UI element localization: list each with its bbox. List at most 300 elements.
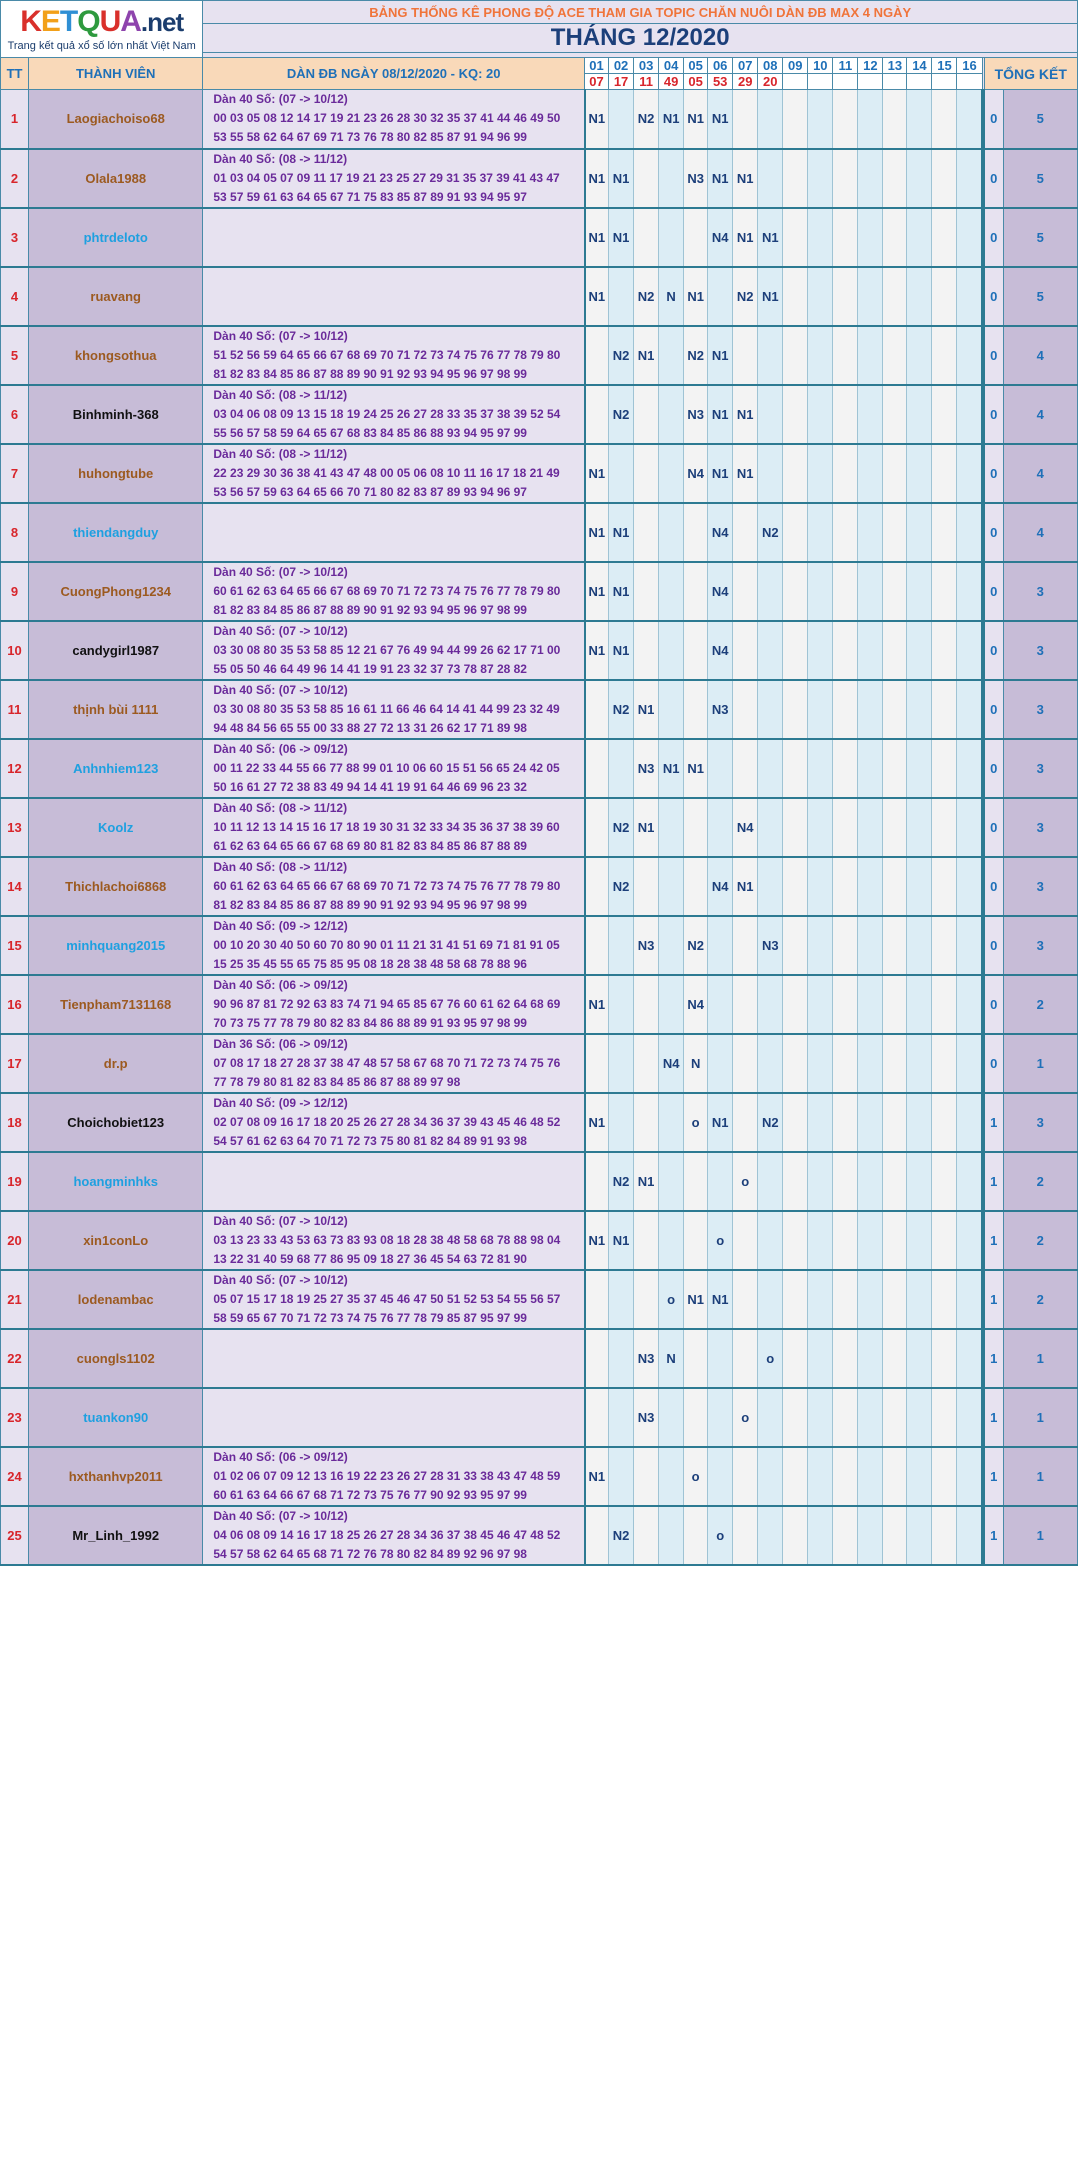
dan-line: 05 07 15 17 18 19 25 27 35 37 45 46 47 50 51 52 53 54 55 56 57 [213,1291,561,1306]
day-cell: N3 [634,739,659,798]
day-cell [957,444,982,503]
day-cell [883,1447,907,1506]
day-cell [659,1388,684,1447]
dan-numbers [203,1270,585,1329]
summary-miss: 0 [984,326,1003,385]
day-header: 15 [932,58,957,74]
summary-total: 3 [1003,916,1077,975]
member-name[interactable]: phtrdeloto [29,208,203,267]
day-cell [758,1034,783,1093]
dan-line: 53 56 57 59 63 64 65 66 70 71 80 82 83 87 89 93 94 96 97 [213,484,527,499]
day-cell: N2 [609,680,634,739]
day-cell [659,149,684,208]
day-cell [659,1506,684,1565]
day-cell [833,1388,858,1447]
day-cell [733,1034,758,1093]
day-cell [808,739,833,798]
day-cell: N1 [634,326,659,385]
day-cell [733,739,758,798]
day-cell [783,267,808,326]
day-cell [758,1447,783,1506]
summary-miss: 1 [984,1211,1003,1270]
day-cell [932,798,957,857]
day-cell: N1 [659,739,684,798]
member-name[interactable]: Binhminh-368 [29,385,203,444]
day-cell [932,1388,957,1447]
row-number: 5 [1,326,29,385]
day-cell [907,208,932,267]
day-cell: N1 [708,1270,733,1329]
dan-title: Dàn 40 Số: (07 -> 10/12) [213,1508,348,1523]
row-number: 6 [1,385,29,444]
day-result: 11 [634,74,659,90]
table-row [1,385,1078,444]
day-cell [758,1270,783,1329]
day-cell [733,1211,758,1270]
day-cell: N1 [634,798,659,857]
day-cell [833,916,858,975]
dan-line: 70 73 75 77 78 79 80 82 83 84 86 88 89 91 93 95 97 98 99 [213,1015,527,1030]
dan-line: 77 78 79 80 81 82 83 84 85 86 87 88 89 97 98 [213,1074,461,1089]
table-row [1,267,1078,326]
summary-miss: 0 [984,916,1003,975]
dan-title: Dàn 40 Số: (07 -> 10/12) [213,623,348,638]
summary-miss: 0 [984,857,1003,916]
day-cell [808,680,833,739]
dan-line: 60 61 62 63 64 65 66 67 68 69 70 71 72 73 74 75 76 77 78 79 80 [213,878,561,893]
summary-total: 3 [1003,562,1077,621]
day-cell [808,1093,833,1152]
day-cell: o [684,1447,708,1506]
summary-miss: 0 [984,267,1003,326]
month-title: THÁNG 12/2020 [203,24,1078,53]
day-cell [783,444,808,503]
dan-title: Dàn 40 Số: (06 -> 09/12) [213,1449,348,1464]
day-cell: N2 [609,798,634,857]
day-cell [758,562,783,621]
day-cell [957,385,982,444]
member-name[interactable]: CuongPhong1234 [29,562,203,621]
day-cell [883,1506,907,1565]
day-cell [659,444,684,503]
day-cell [783,1388,808,1447]
day-cell [808,1329,833,1388]
member-name[interactable]: Olala1988 [29,149,203,208]
day-cell [907,326,932,385]
member-name[interactable]: tuankon90 [29,1388,203,1447]
day-cell [783,1093,808,1152]
day-cell [833,975,858,1034]
row-number: 25 [1,1506,29,1565]
day-cell [858,1211,883,1270]
day-cell [609,1447,634,1506]
day-cell [932,621,957,680]
table-row [1,90,1078,149]
day-cell [883,1093,907,1152]
day-cell [858,267,883,326]
dan-title: Dàn 40 Số: (08 -> 11/12) [213,800,348,815]
day-header: 07 [733,58,758,74]
table-row [1,857,1078,916]
day-cell [659,1093,684,1152]
dan-line: 03 30 08 80 35 53 58 85 12 21 67 76 49 94 44 99 26 62 17 71 00 [213,642,561,657]
member-name[interactable]: hoangminhks [29,1152,203,1211]
day-cell [833,208,858,267]
day-header: 12 [858,58,883,74]
row-number: 22 [1,1329,29,1388]
day-cell [808,1506,833,1565]
day-header: 13 [883,58,907,74]
day-cell: N1 [634,1152,659,1211]
day-cell [708,916,733,975]
day-cell: N [659,267,684,326]
day-header: 16 [957,58,982,74]
day-cell: N2 [684,326,708,385]
day-cell [659,326,684,385]
table-row [1,1211,1078,1270]
summary-total: 3 [1003,739,1077,798]
day-cell: N3 [684,385,708,444]
dan-title: Dàn 40 Số: (08 -> 11/12) [213,446,348,461]
member-name[interactable]: lodenambac [29,1270,203,1329]
member-name[interactable]: cuongls1102 [29,1329,203,1388]
summary-miss: 0 [984,503,1003,562]
summary-miss: 0 [984,621,1003,680]
dan-title: Dàn 40 Số: (08 -> 11/12) [213,387,348,402]
day-cell [659,857,684,916]
dan-line: 94 48 84 56 65 55 00 33 88 27 72 13 31 26 62 17 71 89 98 [213,720,527,735]
row-number: 7 [1,444,29,503]
day-cell [907,975,932,1034]
day-cell [684,1211,708,1270]
row-number: 23 [1,1388,29,1447]
summary-miss: 0 [984,208,1003,267]
dan-line: 00 03 05 08 12 14 17 19 21 23 26 28 30 32 35 37 41 44 46 49 50 [213,111,561,126]
day-cell [957,562,982,621]
member-name[interactable]: thịnh bùi 1111 [29,680,203,739]
day-cell [957,267,982,326]
day-cell: N1 [708,326,733,385]
day-cell [634,1447,659,1506]
day-result [883,74,907,90]
dan-title: Dàn 40 Số: (09 -> 12/12) [213,918,348,933]
day-result [957,74,982,90]
day-cell: N1 [758,208,783,267]
day-cell: N1 [585,149,609,208]
summary-miss: 0 [984,149,1003,208]
day-cell [957,1388,982,1447]
day-cell: N3 [708,680,733,739]
dan-title: Dàn 40 Số: (08 -> 11/12) [213,859,348,874]
day-header: 14 [907,58,932,74]
day-cell: N4 [708,503,733,562]
day-cell [634,975,659,1034]
day-cell [858,90,883,149]
row-number: 21 [1,1270,29,1329]
member-name[interactable]: Thichlachoi6868 [29,857,203,916]
day-cell [833,267,858,326]
table-row [1,562,1078,621]
day-cell [758,385,783,444]
day-cell: N1 [609,149,634,208]
day-cell [783,798,808,857]
member-name[interactable]: xin1conLo [29,1211,203,1270]
row-number: 1 [1,90,29,149]
day-cell [783,680,808,739]
site-logo[interactable] [1,1,203,58]
day-cell [758,857,783,916]
dan-line: 51 52 56 59 64 65 66 67 68 69 70 71 72 73 74 75 76 77 78 79 80 [213,347,561,362]
day-cell [808,857,833,916]
summary-total: 3 [1003,680,1077,739]
day-cell [684,621,708,680]
dan-numbers [203,1447,585,1506]
day-cell: o [733,1152,758,1211]
summary-total: 1 [1003,1388,1077,1447]
summary-total: 2 [1003,1270,1077,1329]
day-cell [932,1152,957,1211]
summary-miss: 0 [984,444,1003,503]
dan-title: Dàn 40 Số: (06 -> 09/12) [213,977,348,992]
day-result: 20 [758,74,783,90]
day-cell [808,1447,833,1506]
day-cell [684,562,708,621]
summary-miss: 0 [984,680,1003,739]
day-cell [833,90,858,149]
day-result: 07 [585,74,609,90]
day-cell: N1 [758,267,783,326]
day-cell [858,1270,883,1329]
summary-total: 4 [1003,444,1077,503]
day-cell [907,798,932,857]
summary-total: 5 [1003,149,1077,208]
summary-total: 2 [1003,975,1077,1034]
summary-total: 5 [1003,90,1077,149]
member-name[interactable]: thiendangduy [29,503,203,562]
day-cell [858,1447,883,1506]
dan-numbers [203,857,585,916]
dan-line: 54 57 61 62 63 64 70 71 72 73 75 80 81 82 84 89 91 93 98 [213,1133,527,1148]
day-cell [684,1329,708,1388]
day-cell [858,326,883,385]
member-name[interactable]: hxthanhvp2011 [29,1447,203,1506]
summary-miss: 1 [984,1506,1003,1565]
row-number: 10 [1,621,29,680]
dan-numbers [203,975,585,1034]
day-cell [634,562,659,621]
summary-miss: 1 [984,1270,1003,1329]
day-cell [783,326,808,385]
day-cell [684,503,708,562]
summary-total: 4 [1003,326,1077,385]
day-cell [634,385,659,444]
day-cell [957,798,982,857]
day-cell [932,503,957,562]
day-cell: N1 [708,1093,733,1152]
day-cell: o [758,1329,783,1388]
summary-total: 1 [1003,1506,1077,1565]
member-name[interactable]: Mr_Linh_1992 [29,1506,203,1565]
summary-miss: 0 [984,1034,1003,1093]
day-cell [932,1270,957,1329]
summary-total: 5 [1003,267,1077,326]
dan-numbers [203,1093,585,1152]
day-cell [708,975,733,1034]
dan-title: Dàn 40 Số: (06 -> 09/12) [213,741,348,756]
day-cell [957,1270,982,1329]
day-cell: N1 [609,1211,634,1270]
header-tt: TT [1,58,29,90]
day-cell [932,916,957,975]
day-cell [783,739,808,798]
day-cell [932,326,957,385]
dan-line: 07 08 17 18 27 28 37 38 47 48 57 58 67 68 70 71 72 73 74 75 76 [213,1055,561,1070]
day-cell [733,562,758,621]
summary-total: 4 [1003,503,1077,562]
dan-numbers [203,267,585,326]
table-row [1,208,1078,267]
day-cell [783,149,808,208]
summary-miss: 1 [984,1329,1003,1388]
day-cell [783,385,808,444]
dan-title: Dàn 40 Số: (07 -> 10/12) [213,92,348,107]
day-cell [957,208,982,267]
member-name[interactable]: Anhnhiem123 [29,739,203,798]
day-cell [957,680,982,739]
dan-numbers [203,503,585,562]
summary-miss: 0 [984,562,1003,621]
summary-miss: 1 [984,1093,1003,1152]
day-cell [907,916,932,975]
day-cell [932,385,957,444]
day-cell [684,798,708,857]
member-name[interactable]: ruavang [29,267,203,326]
day-cell [733,1270,758,1329]
day-cell: N1 [634,680,659,739]
day-cell [585,1034,609,1093]
day-cell [883,385,907,444]
day-cell [808,621,833,680]
member-name[interactable]: minhquang2015 [29,916,203,975]
member-name[interactable]: Koolz [29,798,203,857]
day-cell [808,1152,833,1211]
dan-title: Dàn 40 Số: (09 -> 12/12) [213,1095,348,1110]
day-cell [833,1447,858,1506]
summary-total: 5 [1003,208,1077,267]
day-cell [957,1093,982,1152]
day-cell: o [659,1270,684,1329]
day-cell [585,1329,609,1388]
day-cell [659,975,684,1034]
dan-line: 10 11 12 13 14 15 16 17 18 19 30 31 32 33 34 35 36 37 38 39 60 [213,819,560,834]
day-cell: N2 [758,1093,783,1152]
member-name[interactable]: khongsothua [29,326,203,385]
day-cell: N1 [733,857,758,916]
day-result: 17 [609,74,634,90]
day-cell [907,149,932,208]
day-cell [858,1388,883,1447]
day-cell: o [708,1211,733,1270]
day-cell [957,1152,982,1211]
member-name[interactable]: Laogiachoiso68 [29,90,203,149]
day-cell [883,975,907,1034]
day-result: 49 [659,74,684,90]
day-cell [833,149,858,208]
summary-total: 3 [1003,798,1077,857]
row-number: 2 [1,149,29,208]
day-cell [733,1447,758,1506]
day-cell [758,90,783,149]
day-cell [783,857,808,916]
day-cell [957,621,982,680]
dan-numbers [203,1506,585,1565]
day-cell [808,562,833,621]
day-cell: N1 [684,739,708,798]
day-cell [883,857,907,916]
day-cell [858,857,883,916]
day-cell: N1 [733,444,758,503]
day-cell [907,1152,932,1211]
day-cell [932,1093,957,1152]
day-cell [833,1270,858,1329]
day-cell [833,857,858,916]
day-cell [708,1388,733,1447]
day-cell: N4 [733,798,758,857]
day-cell [833,326,858,385]
member-name[interactable]: Tienpham7131168 [29,975,203,1034]
dan-line: 61 62 63 64 65 66 67 68 69 80 81 82 83 84 85 86 87 88 89 [213,838,527,853]
day-cell [733,680,758,739]
table-row [1,1388,1078,1447]
dan-numbers [203,562,585,621]
day-cell: N1 [733,149,758,208]
day-cell [783,562,808,621]
day-cell [858,739,883,798]
dan-line: 55 05 50 46 64 49 96 14 41 19 91 23 32 37 73 78 87 28 82 [213,661,527,676]
day-cell [659,562,684,621]
day-cell: N1 [585,1447,609,1506]
day-cell [907,739,932,798]
day-cell [858,916,883,975]
day-cell [858,1034,883,1093]
member-name[interactable]: dr.p [29,1034,203,1093]
day-result [932,74,957,90]
member-name[interactable]: Choichobiet123 [29,1093,203,1152]
day-cell [833,739,858,798]
day-cell [883,1211,907,1270]
day-cell: N [684,1034,708,1093]
table-row [1,1152,1078,1211]
summary-total: 1 [1003,1034,1077,1093]
member-name[interactable]: huhongtube [29,444,203,503]
day-header: 04 [659,58,684,74]
day-cell [883,444,907,503]
day-cell [808,385,833,444]
day-cell [758,1506,783,1565]
day-cell [634,1270,659,1329]
summary-total: 2 [1003,1211,1077,1270]
day-cell [883,1329,907,1388]
table-row [1,621,1078,680]
day-cell [659,1211,684,1270]
dan-line: 03 13 23 33 43 53 63 73 83 93 08 18 28 38 48 58 68 78 88 98 04 [213,1232,561,1247]
day-cell [957,916,982,975]
day-cell [684,680,708,739]
day-cell [833,562,858,621]
dan-line: 54 57 58 62 64 65 68 71 72 76 78 80 82 84 89 92 96 97 98 [213,1546,527,1561]
member-name[interactable]: candygirl1987 [29,621,203,680]
day-cell [907,1034,932,1093]
